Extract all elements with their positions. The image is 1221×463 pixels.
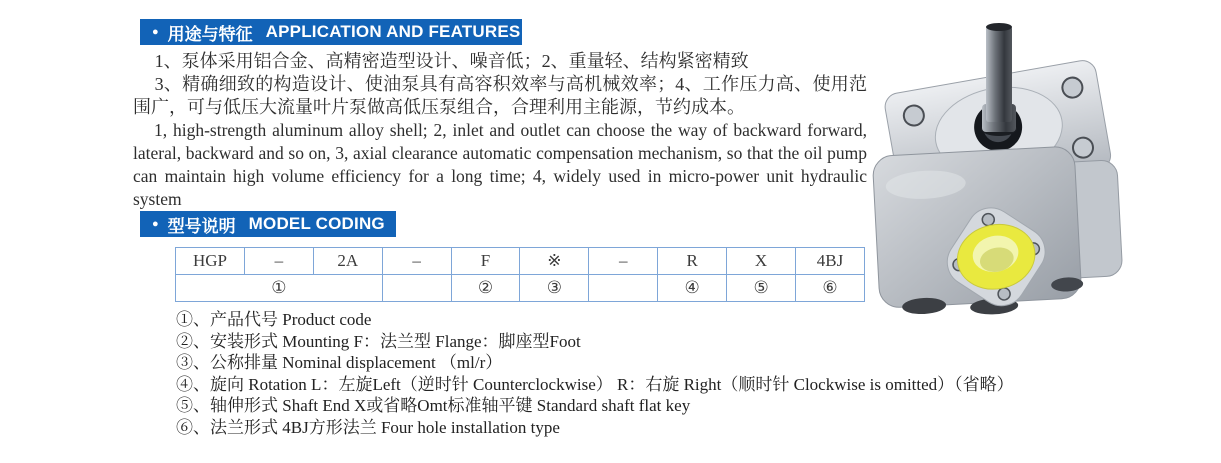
- model-title-cn: 型号说明: [167, 216, 236, 236]
- model-code-cell: –: [382, 248, 451, 275]
- model-code-cell: HGP: [176, 248, 245, 275]
- model-code-cell: –: [244, 248, 313, 275]
- legend-item: ⑥、法兰形式 4BJ方形法兰 Four hole installation type: [176, 417, 560, 437]
- model-code-cell: R: [658, 248, 727, 275]
- model-code-cell: 2A: [313, 248, 382, 275]
- model-code-cell: 4BJ: [796, 248, 865, 275]
- model-coding-legend: [176, 309, 1096, 439]
- model-number-cell: [589, 275, 658, 302]
- model-code-cell: F: [451, 248, 520, 275]
- model-number-cell: ④: [658, 275, 727, 302]
- model-code-row: [176, 248, 865, 275]
- model-coding-table: [175, 247, 865, 302]
- model-code-cell: ※: [520, 248, 589, 275]
- model-number-cell: [382, 275, 451, 302]
- features-paragraph-en: 1, high-strength aluminum alloy shell; 2, inlet and outlet can choose the way of backward forward, lateral, backward and so on, 3, axial clearance automatic compensation mechanism, so that the oil pump can maintain high volume efficiency for a long time; 4, widely used in micro-power unit hydraulic system: [133, 120, 867, 209]
- model-number-cell: ②: [451, 275, 520, 302]
- features-title-en: APPLICATION AND FEATURES: [265, 22, 521, 41]
- model-number-cell: ③: [520, 275, 589, 302]
- legend-item: ②、安装形式 Mounting F：法兰型 Flange：脚座型Foot: [176, 331, 581, 351]
- features-title-cn: 用途与特征: [167, 24, 253, 44]
- gear-pump-illustration: [858, 16, 1148, 316]
- legend-item: ④、旋向 Rotation L：左旋Left（逆时针 Counterclockwise） R：右旋 Right（顺时针 Clockwise is omitted）（省略）: [176, 374, 1014, 394]
- model-number-cell: ①: [176, 275, 383, 302]
- gear-pump-photo: [858, 16, 1148, 316]
- features-paragraph-cn-2: 3、精确细致的构造设计、使油泵具有高容积效率与高机械效率；4、工作压力高、使用范围广，可与低压大流量叶片泵做高低压泵组合，合理利用主能源，节约成本。: [133, 74, 867, 117]
- model-number-cell: ⑥: [796, 275, 865, 302]
- bullet-icon: ●: [152, 217, 159, 230]
- model-code-cell: –: [589, 248, 658, 275]
- model-number-row: [176, 275, 865, 302]
- features-section-header: [140, 19, 522, 45]
- model-title-en: MODEL CODING: [248, 214, 385, 233]
- model-number-cell: ⑤: [727, 275, 796, 302]
- legend-item: ③、公称排量 Nominal displacement （ml/r）: [176, 353, 503, 373]
- model-coding-section-header: [140, 211, 396, 237]
- features-body: [133, 50, 867, 211]
- bullet-icon: ●: [152, 25, 159, 38]
- legend-item: ⑤、轴伸形式 Shaft End X或省略Omt标准轴平键 Standard shaft flat key: [176, 396, 691, 416]
- model-code-cell: X: [727, 248, 796, 275]
- features-paragraph-cn-1: 1、泵体采用铝合金、高精密造型设计、噪音低；2、重量轻、结构紧密精致: [154, 51, 749, 71]
- legend-item: ①、产品代号 Product code: [176, 310, 372, 329]
